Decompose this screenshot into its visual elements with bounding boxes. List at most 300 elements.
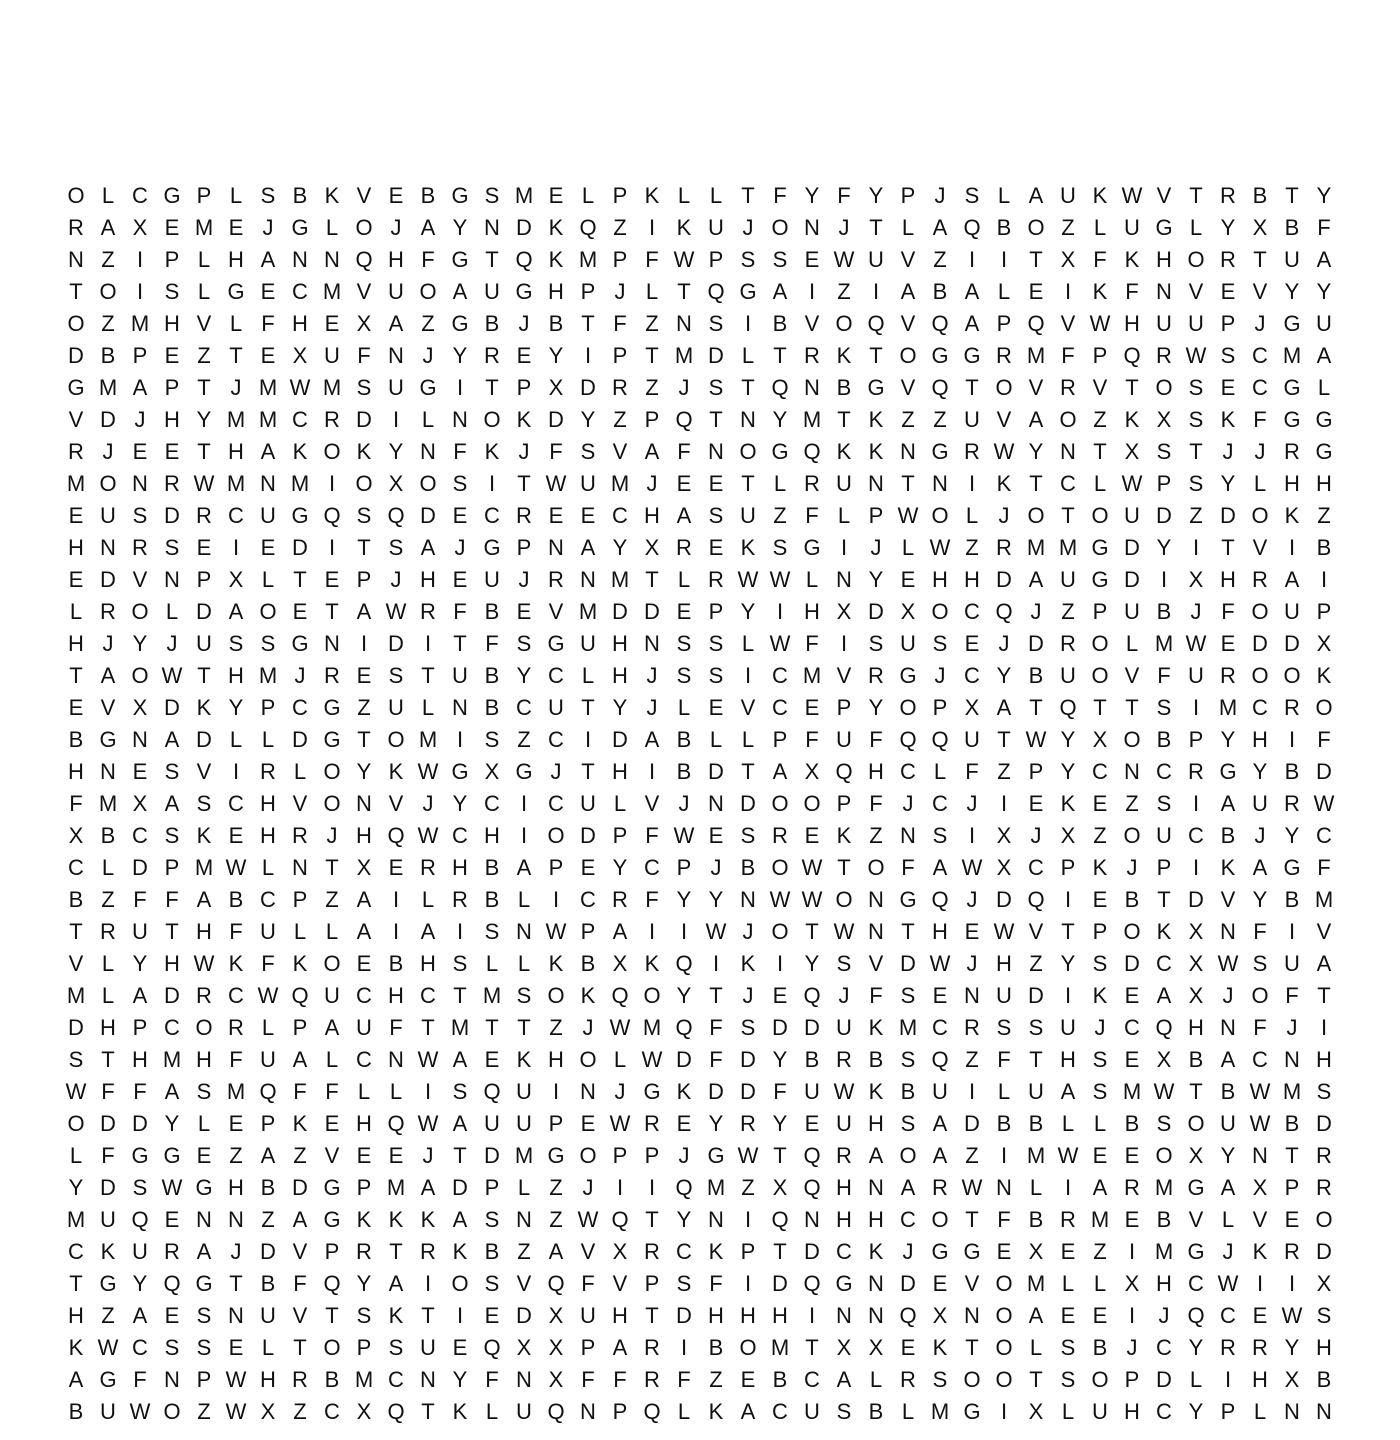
grid-letter[interactable]: G xyxy=(803,535,821,560)
grid-letter[interactable]: D xyxy=(100,567,116,592)
grid-letter[interactable]: P xyxy=(612,247,628,272)
grid-letter[interactable]: K xyxy=(580,983,596,1008)
grid-letter[interactable]: F xyxy=(869,983,883,1008)
grid-letter[interactable]: Y xyxy=(452,215,468,240)
grid-letter[interactable]: R xyxy=(452,887,468,912)
grid-letter[interactable]: X xyxy=(1284,1367,1300,1392)
grid-letter[interactable]: Z xyxy=(613,215,627,240)
grid-letter[interactable]: Q xyxy=(1059,695,1077,720)
grid-letter[interactable]: P xyxy=(612,183,628,208)
grid-letter[interactable]: J xyxy=(1254,439,1266,464)
grid-letter[interactable]: U xyxy=(132,919,148,944)
grid-letter[interactable]: I xyxy=(1064,1175,1072,1200)
grid-letter[interactable]: Z xyxy=(549,1015,563,1040)
grid-letter[interactable]: E xyxy=(68,567,84,592)
grid-letter[interactable]: K xyxy=(1060,791,1076,816)
grid-letter[interactable]: J xyxy=(902,1239,914,1264)
grid-letter[interactable]: N xyxy=(228,1303,244,1328)
grid-letter[interactable]: I xyxy=(872,279,880,304)
grid-letter[interactable]: A xyxy=(132,375,148,400)
grid-letter[interactable]: P xyxy=(612,343,628,368)
grid-letter[interactable]: M xyxy=(1122,1079,1142,1104)
grid-letter[interactable]: H xyxy=(836,1175,852,1200)
grid-letter[interactable]: J xyxy=(518,311,530,336)
grid-letter[interactable]: K xyxy=(1092,279,1108,304)
grid-letter[interactable]: H xyxy=(228,663,244,688)
grid-letter[interactable]: X xyxy=(1316,1271,1332,1296)
grid-letter[interactable]: J xyxy=(838,215,850,240)
grid-letter[interactable]: G xyxy=(1283,855,1301,880)
grid-letter[interactable]: Q xyxy=(867,311,885,336)
grid-letter[interactable]: E xyxy=(804,247,820,272)
grid-letter[interactable]: K xyxy=(100,1239,116,1264)
grid-letter[interactable]: R xyxy=(1220,247,1236,272)
grid-letter[interactable]: C xyxy=(612,503,628,528)
grid-letter[interactable]: M xyxy=(194,215,214,240)
grid-letter[interactable]: A xyxy=(452,1047,468,1072)
grid-letter[interactable]: B xyxy=(1284,759,1300,784)
grid-letter[interactable]: K xyxy=(356,439,372,464)
grid-letter[interactable]: E xyxy=(708,695,724,720)
grid-letter[interactable]: Y xyxy=(1316,183,1332,208)
grid-letter[interactable]: O xyxy=(99,471,117,496)
grid-letter[interactable]: F xyxy=(965,759,979,784)
grid-letter[interactable]: W xyxy=(737,567,759,592)
grid-letter[interactable]: T xyxy=(965,1207,979,1232)
grid-letter[interactable]: A xyxy=(260,439,276,464)
grid-letter[interactable]: N xyxy=(644,631,660,656)
grid-letter[interactable]: D xyxy=(900,1271,916,1296)
grid-letter[interactable]: M xyxy=(642,1015,662,1040)
grid-letter[interactable]: V xyxy=(356,183,372,208)
grid-letter[interactable]: O xyxy=(995,1367,1013,1392)
grid-letter[interactable]: I xyxy=(744,1207,752,1232)
grid-letter[interactable]: N xyxy=(580,567,596,592)
grid-letter[interactable]: J xyxy=(934,663,946,688)
grid-letter[interactable]: S xyxy=(1156,1111,1172,1136)
grid-letter[interactable]: L xyxy=(165,599,179,624)
grid-letter[interactable]: T xyxy=(837,407,851,432)
grid-letter[interactable]: P xyxy=(356,1175,372,1200)
grid-letter[interactable]: M xyxy=(1026,343,1046,368)
grid-letter[interactable]: P xyxy=(1092,343,1108,368)
grid-letter[interactable]: F xyxy=(581,1367,595,1392)
grid-letter[interactable]: W xyxy=(769,567,791,592)
grid-letter[interactable]: V xyxy=(1060,311,1076,336)
grid-letter[interactable]: W xyxy=(385,599,407,624)
grid-letter[interactable]: L xyxy=(677,567,691,592)
grid-letter[interactable]: H xyxy=(932,919,948,944)
grid-letter[interactable]: J xyxy=(1126,855,1138,880)
grid-letter[interactable]: G xyxy=(931,439,949,464)
grid-letter[interactable]: R xyxy=(1060,1207,1076,1232)
grid-letter[interactable]: L xyxy=(901,535,915,560)
grid-letter[interactable]: O xyxy=(1059,407,1077,432)
grid-letter[interactable]: N xyxy=(1220,919,1236,944)
grid-letter[interactable]: S xyxy=(516,631,532,656)
grid-letter[interactable]: W xyxy=(417,1111,439,1136)
grid-letter[interactable]: N xyxy=(740,407,756,432)
grid-letter[interactable]: Y xyxy=(1252,759,1268,784)
grid-letter[interactable]: Q xyxy=(163,1271,181,1296)
grid-letter[interactable]: Z xyxy=(229,1143,243,1168)
grid-letter[interactable]: E xyxy=(260,343,276,368)
grid-letter[interactable]: N xyxy=(900,439,916,464)
grid-letter[interactable]: M xyxy=(1090,1207,1110,1232)
grid-letter[interactable]: I xyxy=(616,1175,624,1200)
grid-letter[interactable]: T xyxy=(517,1015,531,1040)
grid-letter[interactable]: L xyxy=(677,183,691,208)
grid-letter[interactable]: D xyxy=(772,1015,788,1040)
grid-letter[interactable]: F xyxy=(69,791,83,816)
grid-letter[interactable]: T xyxy=(805,919,819,944)
grid-letter[interactable]: D xyxy=(644,599,660,624)
grid-letter[interactable]: G xyxy=(483,535,501,560)
grid-letter[interactable]: T xyxy=(1157,887,1171,912)
grid-letter[interactable]: K xyxy=(196,823,212,848)
grid-letter[interactable]: T xyxy=(869,215,883,240)
grid-letter[interactable]: H xyxy=(132,1047,148,1072)
grid-letter[interactable]: L xyxy=(421,407,435,432)
grid-letter[interactable]: M xyxy=(354,1367,374,1392)
grid-letter[interactable]: V xyxy=(68,951,84,976)
grid-letter[interactable]: Y xyxy=(868,183,884,208)
grid-letter[interactable]: G xyxy=(963,1239,981,1264)
grid-letter[interactable]: L xyxy=(197,247,211,272)
grid-letter[interactable]: D xyxy=(996,567,1012,592)
grid-letter[interactable]: A xyxy=(228,599,244,624)
grid-letter[interactable]: E xyxy=(932,983,948,1008)
grid-letter[interactable]: P xyxy=(580,1335,596,1360)
grid-letter[interactable]: W xyxy=(193,471,215,496)
grid-letter[interactable]: F xyxy=(1253,407,1267,432)
grid-letter[interactable]: L xyxy=(325,1047,339,1072)
grid-letter[interactable]: U xyxy=(100,1399,116,1424)
grid-letter[interactable]: Y xyxy=(228,695,244,720)
grid-letter[interactable]: B xyxy=(324,1367,340,1392)
grid-letter[interactable]: L xyxy=(69,599,83,624)
grid-letter[interactable]: L xyxy=(293,759,307,784)
grid-letter[interactable]: I xyxy=(840,535,848,560)
grid-letter[interactable]: A xyxy=(292,1047,308,1072)
grid-letter[interactable]: J xyxy=(998,503,1010,528)
grid-letter[interactable]: S xyxy=(1092,1047,1108,1072)
grid-letter[interactable]: D xyxy=(1316,759,1332,784)
grid-letter[interactable]: T xyxy=(1125,375,1139,400)
grid-letter[interactable]: W xyxy=(289,375,311,400)
grid-letter[interactable]: I xyxy=(1000,791,1008,816)
grid-letter[interactable]: Y xyxy=(1252,887,1268,912)
grid-letter[interactable]: O xyxy=(995,1303,1013,1328)
grid-letter[interactable]: Z xyxy=(933,247,947,272)
grid-letter[interactable]: A xyxy=(420,535,436,560)
grid-letter[interactable]: C xyxy=(804,1367,820,1392)
grid-letter[interactable]: Z xyxy=(357,695,371,720)
grid-letter[interactable]: A xyxy=(100,215,116,240)
grid-letter[interactable]: G xyxy=(739,279,757,304)
grid-letter[interactable]: D xyxy=(868,599,884,624)
grid-letter[interactable]: H xyxy=(1156,1271,1172,1296)
grid-letter[interactable]: Z xyxy=(101,247,115,272)
grid-letter[interactable]: H xyxy=(868,1111,884,1136)
grid-letter[interactable]: Q xyxy=(323,503,341,528)
grid-letter[interactable]: A xyxy=(164,791,180,816)
grid-letter[interactable]: U xyxy=(1156,823,1172,848)
grid-letter[interactable]: A xyxy=(132,983,148,1008)
grid-letter[interactable]: E xyxy=(1124,983,1140,1008)
grid-letter[interactable]: U xyxy=(260,503,276,528)
grid-letter[interactable]: T xyxy=(1029,1047,1043,1072)
grid-letter[interactable]: K xyxy=(388,759,404,784)
grid-letter[interactable]: M xyxy=(578,599,598,624)
grid-letter[interactable]: T xyxy=(1029,247,1043,272)
grid-letter[interactable]: E xyxy=(996,1239,1012,1264)
grid-letter[interactable]: T xyxy=(741,375,755,400)
grid-letter[interactable]: A xyxy=(196,1239,212,1264)
grid-letter[interactable]: D xyxy=(1028,631,1044,656)
grid-letter[interactable]: T xyxy=(645,1207,659,1232)
grid-letter[interactable]: E xyxy=(164,1207,180,1232)
grid-letter[interactable]: Z xyxy=(197,1399,211,1424)
grid-letter[interactable]: J xyxy=(614,1079,626,1104)
grid-letter[interactable]: N xyxy=(868,887,884,912)
grid-letter[interactable]: X xyxy=(932,1303,948,1328)
grid-letter[interactable]: R xyxy=(868,663,884,688)
grid-letter[interactable]: Y xyxy=(772,1047,788,1072)
grid-letter[interactable]: E xyxy=(1220,279,1236,304)
grid-letter[interactable]: E xyxy=(676,1111,692,1136)
grid-letter[interactable]: Q xyxy=(291,983,309,1008)
grid-letter[interactable]: W xyxy=(97,1335,119,1360)
grid-letter[interactable]: L xyxy=(197,279,211,304)
grid-letter[interactable]: D xyxy=(612,727,628,752)
grid-letter[interactable]: E xyxy=(196,535,212,560)
grid-letter[interactable]: P xyxy=(836,695,852,720)
grid-letter[interactable]: T xyxy=(581,695,595,720)
grid-letter[interactable]: I xyxy=(392,919,400,944)
grid-letter[interactable]: Y xyxy=(740,599,756,624)
grid-letter[interactable]: V xyxy=(1028,919,1044,944)
grid-letter[interactable]: Q xyxy=(131,1207,149,1232)
grid-letter[interactable]: D xyxy=(740,791,756,816)
grid-letter[interactable]: G xyxy=(323,727,341,752)
grid-letter[interactable]: L xyxy=(709,183,723,208)
grid-letter[interactable]: P xyxy=(548,1111,564,1136)
grid-letter[interactable]: F xyxy=(773,1079,787,1104)
grid-letter[interactable]: K xyxy=(868,407,884,432)
grid-letter[interactable]: A xyxy=(1028,407,1044,432)
grid-letter[interactable]: K xyxy=(420,1207,436,1232)
grid-letter[interactable]: C xyxy=(484,503,500,528)
grid-letter[interactable]: W xyxy=(1057,1143,1079,1168)
grid-letter[interactable]: O xyxy=(451,1271,469,1296)
grid-letter[interactable]: R xyxy=(708,567,724,592)
grid-letter[interactable]: C xyxy=(1252,343,1268,368)
grid-letter[interactable]: I xyxy=(232,535,240,560)
grid-letter[interactable]: I xyxy=(840,631,848,656)
grid-letter[interactable]: K xyxy=(1092,983,1108,1008)
grid-letter[interactable]: K xyxy=(484,439,500,464)
grid-letter[interactable]: X xyxy=(1028,1399,1044,1424)
grid-letter[interactable]: L xyxy=(1061,1399,1075,1424)
grid-letter[interactable]: Q xyxy=(579,215,597,240)
grid-letter[interactable]: Q xyxy=(355,247,373,272)
grid-letter[interactable]: U xyxy=(1284,247,1300,272)
grid-letter[interactable]: J xyxy=(326,823,338,848)
grid-letter[interactable]: O xyxy=(739,439,757,464)
grid-letter[interactable]: H xyxy=(964,567,980,592)
grid-letter[interactable]: H xyxy=(260,1367,276,1392)
grid-letter[interactable]: R xyxy=(292,1367,308,1392)
grid-letter[interactable]: I xyxy=(808,279,816,304)
grid-letter[interactable]: U xyxy=(324,343,340,368)
grid-letter[interactable]: D xyxy=(708,343,724,368)
grid-letter[interactable]: U xyxy=(580,791,596,816)
grid-letter[interactable]: U xyxy=(708,215,724,240)
grid-letter[interactable]: G xyxy=(323,1207,341,1232)
grid-letter[interactable]: F xyxy=(1253,919,1267,944)
grid-letter[interactable]: K xyxy=(1220,855,1236,880)
grid-letter[interactable]: S xyxy=(452,1079,468,1104)
grid-letter[interactable]: D xyxy=(996,887,1012,912)
grid-letter[interactable]: Z xyxy=(261,1207,275,1232)
grid-letter[interactable]: I xyxy=(424,631,432,656)
grid-letter[interactable]: B xyxy=(420,183,436,208)
grid-letter[interactable]: M xyxy=(226,407,246,432)
grid-letter[interactable]: G xyxy=(643,1079,661,1104)
grid-letter[interactable]: X xyxy=(964,695,980,720)
grid-letter[interactable]: R xyxy=(1060,375,1076,400)
grid-letter[interactable]: X xyxy=(1124,439,1140,464)
grid-letter[interactable]: U xyxy=(580,631,596,656)
grid-letter[interactable]: B xyxy=(836,375,852,400)
grid-letter[interactable]: I xyxy=(1000,1143,1008,1168)
grid-letter[interactable]: N xyxy=(1316,1399,1332,1424)
grid-letter[interactable]: E xyxy=(1092,791,1108,816)
grid-letter[interactable]: O xyxy=(323,951,341,976)
grid-letter[interactable]: X xyxy=(1188,919,1204,944)
grid-letter[interactable]: M xyxy=(610,567,630,592)
grid-letter[interactable]: H xyxy=(164,407,180,432)
grid-letter[interactable]: Q xyxy=(675,1175,693,1200)
grid-letter[interactable]: E xyxy=(580,503,596,528)
grid-letter[interactable]: E xyxy=(452,503,468,528)
grid-letter[interactable]: S xyxy=(196,791,212,816)
grid-letter[interactable]: I xyxy=(1064,983,1072,1008)
grid-letter[interactable]: T xyxy=(325,1303,339,1328)
grid-letter[interactable]: C xyxy=(68,855,84,880)
grid-letter[interactable]: E xyxy=(68,503,84,528)
grid-letter[interactable]: R xyxy=(1188,759,1204,784)
grid-letter[interactable]: B xyxy=(1156,1207,1172,1232)
grid-letter[interactable]: H xyxy=(228,1175,244,1200)
grid-letter[interactable]: Z xyxy=(869,823,883,848)
grid-letter[interactable]: O xyxy=(323,439,341,464)
grid-letter[interactable]: O xyxy=(643,983,661,1008)
grid-letter[interactable]: J xyxy=(1222,983,1234,1008)
grid-letter[interactable]: G xyxy=(451,247,469,272)
grid-letter[interactable]: P xyxy=(1188,727,1204,752)
grid-letter[interactable]: V xyxy=(132,567,148,592)
grid-letter[interactable]: B xyxy=(1028,663,1044,688)
grid-letter[interactable]: Z xyxy=(773,503,787,528)
grid-letter[interactable]: P xyxy=(356,567,372,592)
grid-letter[interactable]: C xyxy=(548,663,564,688)
grid-letter[interactable]: E xyxy=(228,215,244,240)
grid-letter[interactable]: W xyxy=(609,1111,631,1136)
grid-letter[interactable]: O xyxy=(1123,727,1141,752)
grid-letter[interactable]: R xyxy=(164,1239,180,1264)
grid-letter[interactable]: E xyxy=(1028,279,1044,304)
grid-letter[interactable]: Y xyxy=(356,759,372,784)
grid-letter[interactable]: T xyxy=(421,663,435,688)
grid-letter[interactable]: F xyxy=(805,503,819,528)
grid-letter[interactable]: O xyxy=(835,887,853,912)
grid-letter[interactable]: Z xyxy=(1061,599,1075,624)
grid-letter[interactable]: B xyxy=(1188,1047,1204,1072)
grid-letter[interactable]: Y xyxy=(1316,279,1332,304)
grid-letter[interactable]: O xyxy=(323,791,341,816)
grid-letter[interactable]: L xyxy=(421,695,435,720)
grid-letter[interactable]: J xyxy=(1030,599,1042,624)
grid-letter[interactable]: N xyxy=(1124,759,1140,784)
grid-letter[interactable]: L xyxy=(229,183,243,208)
grid-letter[interactable]: N xyxy=(388,1047,404,1072)
grid-letter[interactable]: C xyxy=(1188,1271,1204,1296)
grid-letter[interactable]: P xyxy=(196,567,212,592)
grid-letter[interactable]: D xyxy=(196,599,212,624)
grid-letter[interactable]: H xyxy=(868,1207,884,1232)
grid-letter[interactable]: V xyxy=(388,791,404,816)
grid-letter[interactable]: K xyxy=(708,1239,724,1264)
grid-letter[interactable]: V xyxy=(516,1271,532,1296)
grid-letter[interactable]: B xyxy=(772,1367,788,1392)
grid-letter[interactable]: L xyxy=(69,1143,83,1168)
grid-letter[interactable]: P xyxy=(1092,599,1108,624)
grid-letter[interactable]: I xyxy=(1288,1271,1296,1296)
grid-letter[interactable]: S xyxy=(164,279,180,304)
grid-letter[interactable]: C xyxy=(548,791,564,816)
grid-letter[interactable]: N xyxy=(580,1079,596,1104)
grid-letter[interactable]: N xyxy=(516,919,532,944)
grid-letter[interactable]: F xyxy=(709,1271,723,1296)
grid-letter[interactable]: S xyxy=(164,823,180,848)
grid-letter[interactable]: Q xyxy=(803,983,821,1008)
grid-letter[interactable]: P xyxy=(1124,1367,1140,1392)
grid-letter[interactable]: E xyxy=(580,1111,596,1136)
grid-letter[interactable]: L xyxy=(197,1111,211,1136)
grid-letter[interactable]: F xyxy=(261,951,275,976)
grid-letter[interactable]: P xyxy=(196,1367,212,1392)
grid-letter[interactable]: X xyxy=(1252,215,1268,240)
grid-letter[interactable]: U xyxy=(516,1111,532,1136)
grid-letter[interactable]: P xyxy=(900,183,916,208)
grid-letter[interactable]: L xyxy=(101,983,115,1008)
grid-letter[interactable]: P xyxy=(1156,855,1172,880)
grid-letter[interactable]: N xyxy=(1156,279,1172,304)
grid-letter[interactable]: D xyxy=(1124,951,1140,976)
grid-letter[interactable]: C xyxy=(1156,951,1172,976)
grid-letter[interactable]: A xyxy=(132,1303,148,1328)
grid-letter[interactable]: P xyxy=(196,183,212,208)
grid-letter[interactable]: W xyxy=(1217,1271,1239,1296)
grid-letter[interactable]: F xyxy=(453,599,467,624)
grid-letter[interactable]: L xyxy=(965,503,979,528)
grid-letter[interactable]: S xyxy=(196,1335,212,1360)
grid-letter[interactable]: L xyxy=(677,1399,691,1424)
grid-letter[interactable]: W xyxy=(961,1175,983,1200)
grid-letter[interactable]: X xyxy=(548,1367,564,1392)
